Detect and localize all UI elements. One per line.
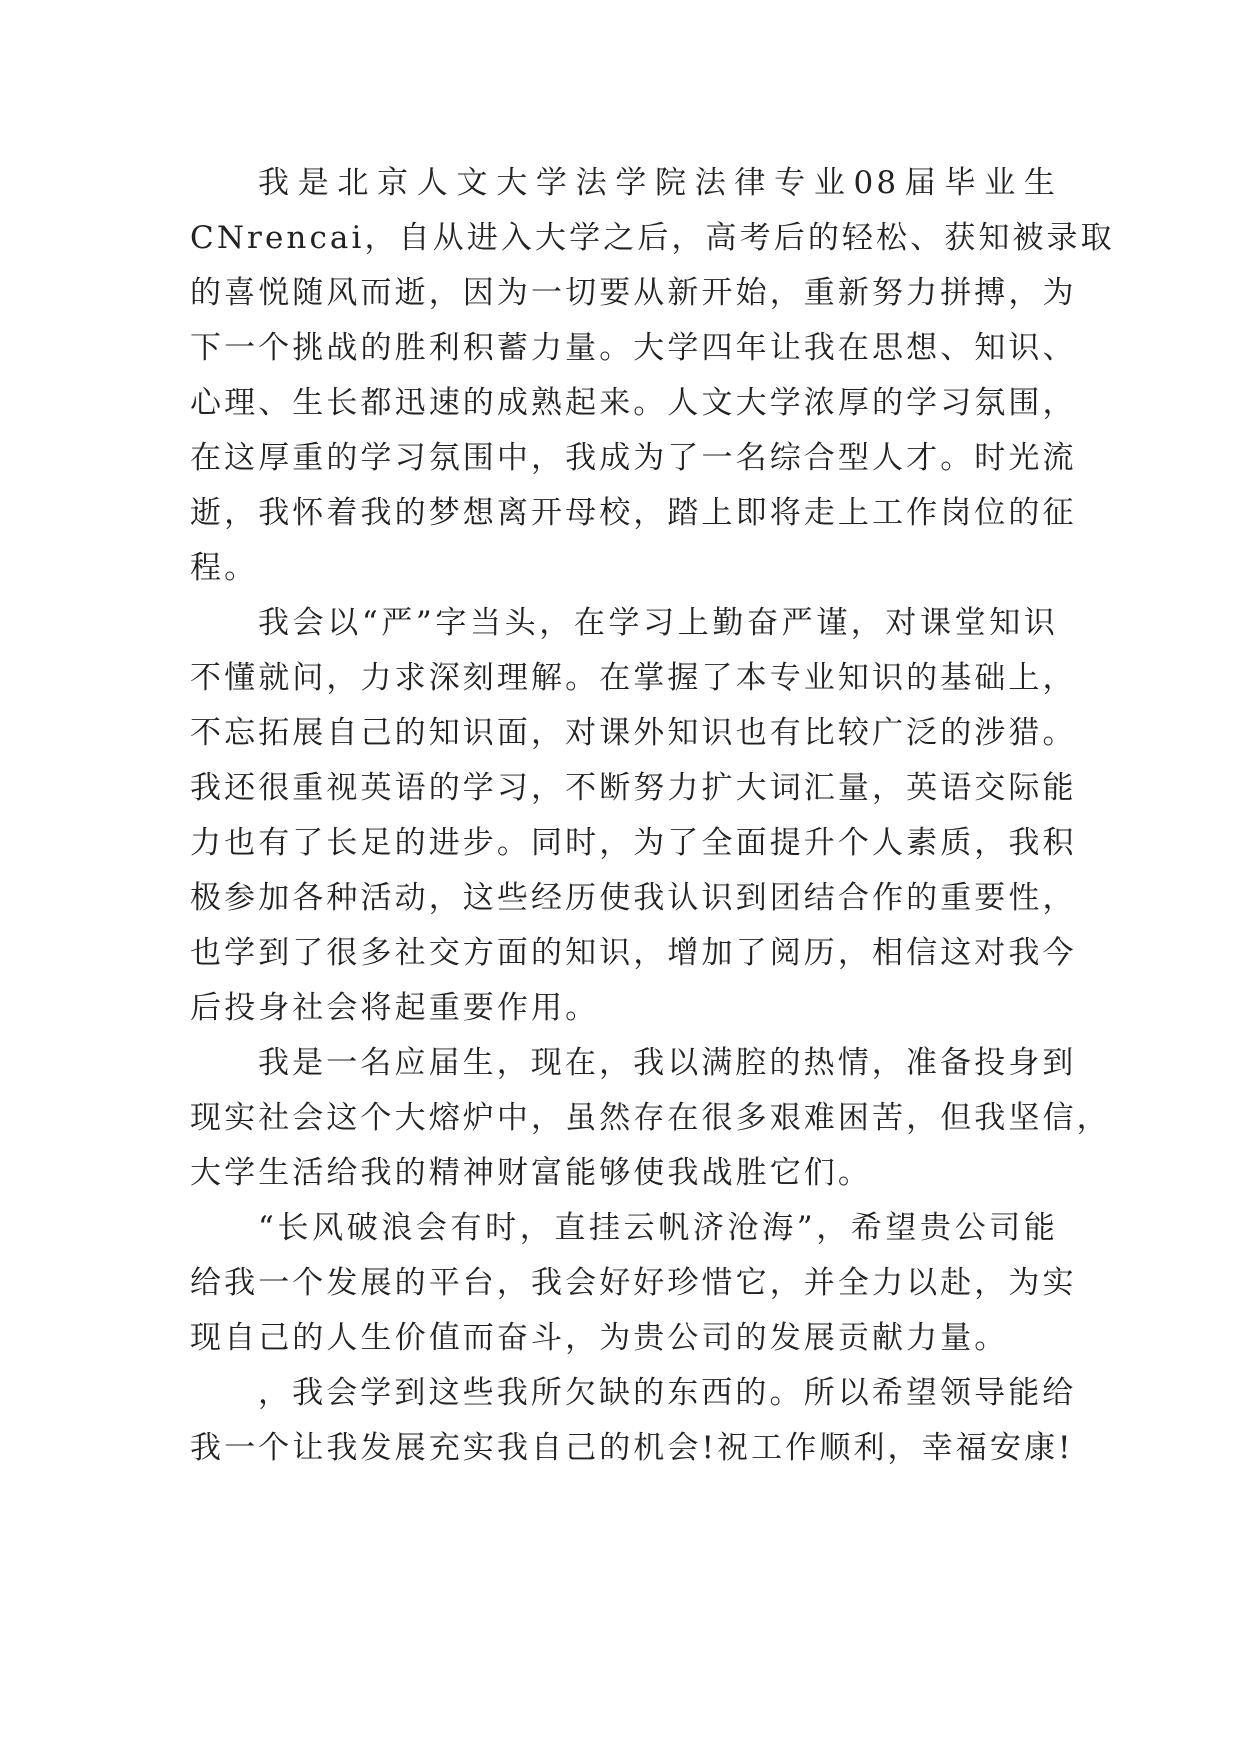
paragraph-line: 现实社会这个大熔炉中，虽然存在很多艰难困苦，但我坚信， [190, 1100, 1111, 1136]
paragraph-line: 极参加各种活动，这些经历使我认识到团结合作的重要性， [190, 880, 1077, 916]
paragraph-line: 心理、生长都迅速的成熟起来。人文大学浓厚的学习氛围， [190, 385, 1077, 421]
paragraph-line: 下一个挑战的胜利积蓄力量。大学四年让我在思想、知识、 [190, 330, 1077, 366]
paragraph-line: 给我一个发展的平台，我会好好珍惜它，并全力以赴，为实 [190, 1265, 1077, 1301]
paragraph-line: 我一个让我发展充实我自己的机会!祝工作顺利，幸福安康! [190, 1430, 1074, 1466]
paragraph-4 [190, 1201, 1077, 1366]
paragraph-line: 后投身社会将起重要作用。 [190, 990, 600, 1026]
paragraph-line: 力也有了长足的进步。同时，为了全面提升个人素质，我积 [190, 825, 1077, 861]
paragraph-line: 我会以“严”字当头，在学习上勤奋严谨，对课堂知识 [258, 605, 1058, 641]
paragraph-line: 逝，我怀着我的梦想离开母校，踏上即将走上工作岗位的征 [190, 495, 1077, 531]
paragraph-line: 在这厚重的学习氛围中，我成为了一名综合型人才。时光流 [190, 440, 1077, 476]
paragraph-5 [190, 1366, 1077, 1476]
paragraph-1 [190, 156, 1115, 596]
paragraph-line: ，我会学到这些我所欠缺的东西的。所以希望领导能给 [258, 1375, 1077, 1411]
paragraph-line: 现自己的人生价值而奋斗，为贵公司的发展贡献力量。 [190, 1320, 1009, 1356]
paragraph-line: 的喜悦随风而逝，因为一切要从新开始，重新努力拼搏，为 [190, 275, 1077, 311]
paragraph-2 [190, 596, 1077, 1036]
paragraph-line: 我还很重视英语的学习，不断努力扩大词汇量，英语交际能 [190, 770, 1077, 806]
paragraph-3 [190, 1036, 1111, 1201]
paragraph-line: 不忘拓展自己的知识面，对课外知识也有比较广泛的涉猎。 [190, 715, 1077, 751]
paragraph-line: 程。 [190, 550, 259, 586]
paragraph-line: CNrencai，自从进入大学之后，高考后的轻松、获知被录取 [190, 220, 1115, 256]
paragraph-line: 也学到了很多社交方面的知识，增加了阅历，相信这对我今 [190, 935, 1077, 971]
paragraph-line: 大学生活给我的精神财富能够使我战胜它们。 [190, 1155, 872, 1191]
paragraph-line: 不懂就问，力求深刻理解。在掌握了本专业知识的基础上， [190, 660, 1077, 696]
paragraph-line: 我是北京人文大学法学院法律专业08届毕业生 [258, 165, 1058, 201]
paragraph-line: “长风破浪会有时，直挂云帆济沧海”，希望贵公司能 [258, 1210, 1058, 1246]
document-body [190, 156, 1115, 1476]
paragraph-line: 我是一名应届生，现在，我以满腔的热情，准备投身到 [258, 1045, 1077, 1081]
